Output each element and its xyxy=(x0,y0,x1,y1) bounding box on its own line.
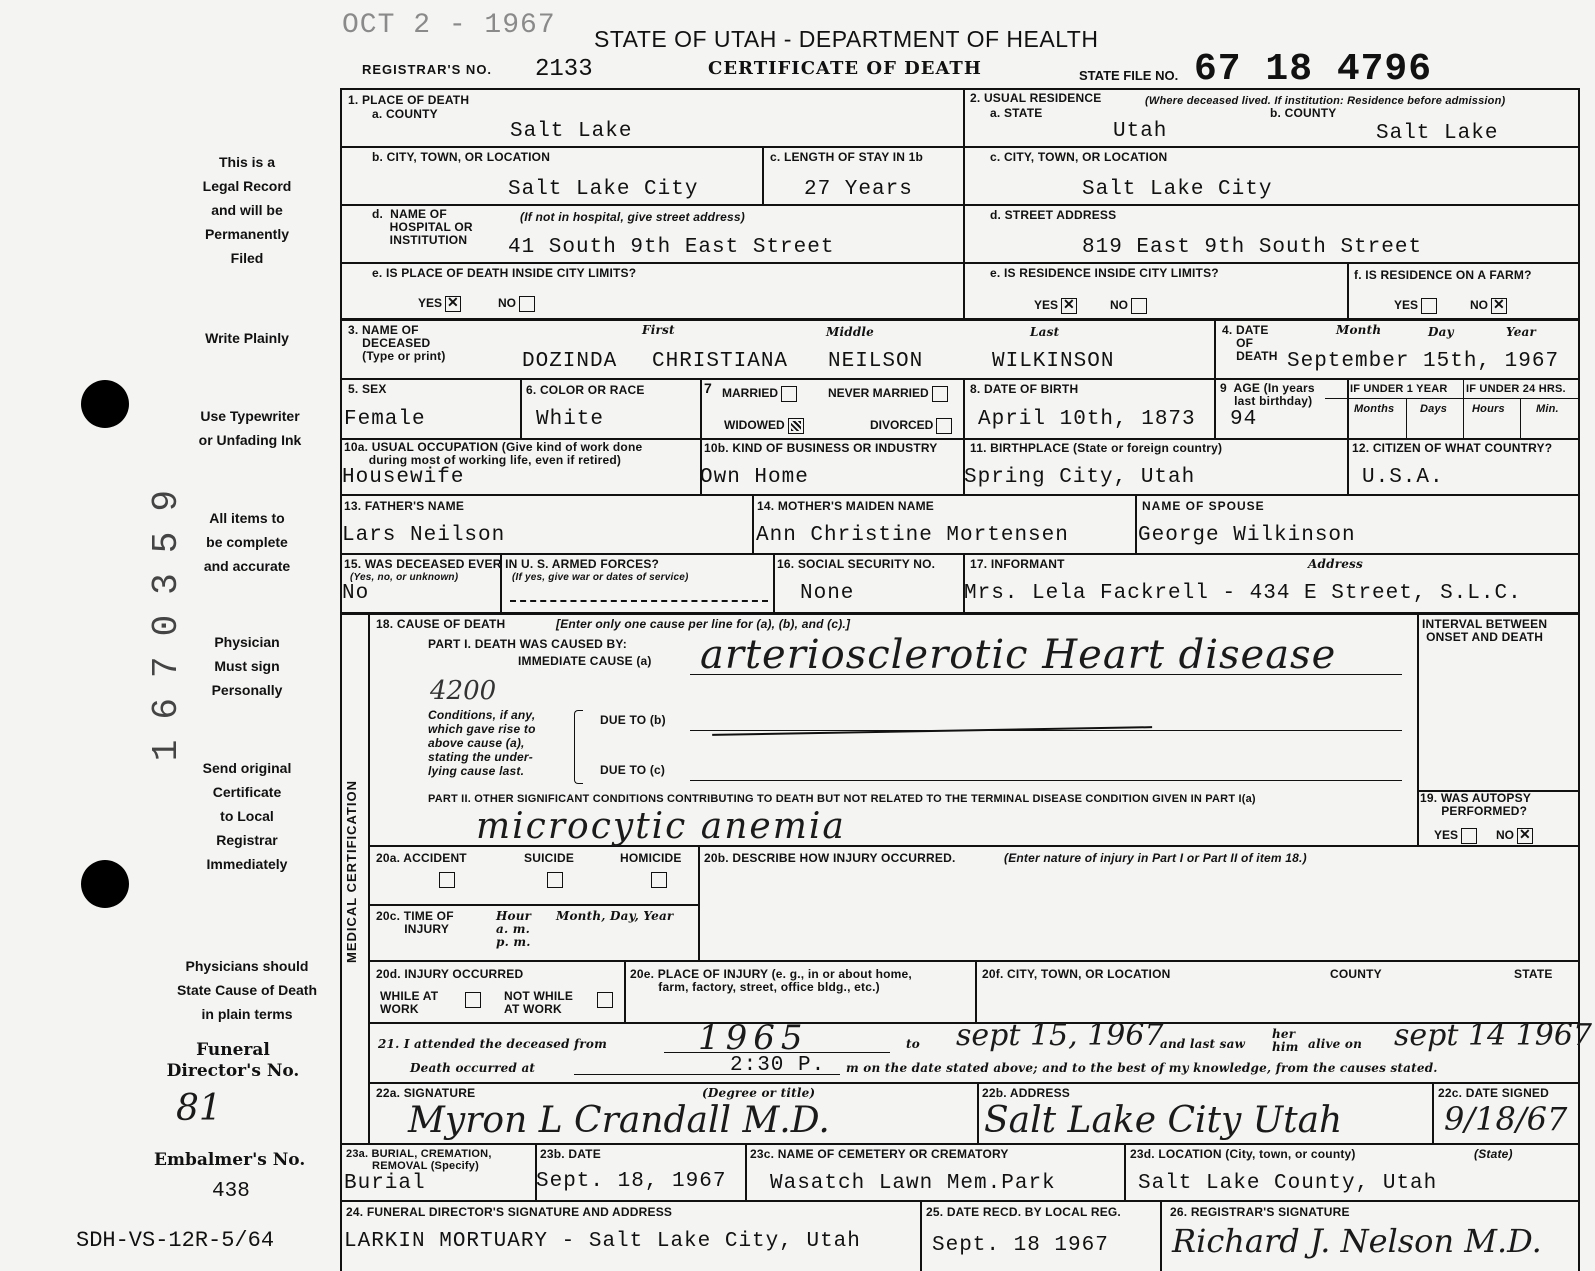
married-option xyxy=(722,386,797,402)
no-label: NO xyxy=(1470,298,1488,313)
sex-label: 5. SEX xyxy=(348,382,387,396)
months-label: Months xyxy=(1354,403,1395,415)
due-to-b-label: DUE TO (b) xyxy=(600,713,666,727)
married-label: MARRIED xyxy=(722,386,778,401)
write-plainly-note: Write Plainly xyxy=(205,330,289,346)
burial-date-label: 23b. DATE xyxy=(540,1147,601,1161)
date-stated-label: m on the date stated above; and to the best of my knowledge, from the causes stated. xyxy=(846,1061,1438,1075)
last-name-value: WILKINSON xyxy=(992,350,1115,373)
cemetery-value: Wasatch Lawn Mem.Park xyxy=(770,1172,1056,1195)
date-recd-value: Sept. 18 1967 xyxy=(932,1234,1109,1257)
checkbox-empty xyxy=(519,296,535,312)
registrar-no: 2133 xyxy=(535,56,593,83)
typewriter-note: Use Typewriter or Unfading Ink xyxy=(198,408,302,448)
binder-hole-top xyxy=(81,380,129,428)
never-married-option xyxy=(828,386,948,402)
business-label: 10b. KIND OF BUSINESS OR INDUSTRY xyxy=(704,441,938,455)
spouse-value: George Wilkinson xyxy=(1138,524,1356,547)
year-label: Year xyxy=(1506,325,1537,339)
informant-address-label: Address xyxy=(1308,557,1363,571)
part1-label: PART I. DEATH WAS CAUSED BY: xyxy=(428,637,627,651)
yes-label: YES xyxy=(1034,298,1059,313)
min-label: Min. xyxy=(1536,403,1559,415)
attended-to-value: sept 15, 1967 xyxy=(956,1018,1164,1053)
name-of-deceased-label: 3. NAME OF DECEASED (Type or print) xyxy=(348,323,446,363)
homicide-label: HOMICIDE xyxy=(620,851,682,865)
hours-label: Hours xyxy=(1472,403,1505,415)
dashed-line xyxy=(510,600,768,602)
days-label: Days xyxy=(1420,403,1448,415)
injury-county-label: COUNTY xyxy=(1330,967,1382,981)
registrar-no-label: REGISTRAR'S NO. xyxy=(362,62,493,77)
location-label: 23d. LOCATION (City, town, or county) xyxy=(1130,1147,1356,1161)
state-file-label: STATE FILE NO. xyxy=(1079,68,1179,83)
farm-no xyxy=(1470,298,1507,314)
no-label: NO xyxy=(1110,298,1128,313)
citizen-value: U.S.A. xyxy=(1362,466,1444,489)
immediate-cause-value: arteriosclerotic Heart disease xyxy=(700,632,1337,678)
middle-name-value-2: NEILSON xyxy=(828,350,924,373)
marital-label: 7 xyxy=(704,380,712,396)
city-label: b. CITY, TOWN, OR LOCATION xyxy=(372,150,551,164)
degree-label: (Degree or title) xyxy=(702,1086,816,1100)
burial-value: Burial xyxy=(344,1172,426,1195)
state-file-no: 67 18 4796 xyxy=(1194,48,1433,91)
birthplace-label: 11. BIRTHPLACE (State or foreign country) xyxy=(970,441,1223,455)
first-label: First xyxy=(642,323,675,337)
business-value: Own Home xyxy=(700,466,809,489)
birthplace-value: Spring City, Utah xyxy=(964,466,1196,489)
armed-forces-note-2: (If yes, give war or dates of service) xyxy=(512,572,689,583)
armed-forces-label: 15. WAS DECEASED EVER IN U. S. ARMED FORCES? xyxy=(344,557,660,571)
hospital-note: (If not in hospital, give street address) xyxy=(520,210,745,224)
funeral-director-label: Funeral Director's No. xyxy=(166,1040,300,1081)
immediate-cause-label: IMMEDIATE CAUSE (a) xyxy=(518,654,652,668)
place-of-death-label: 1. PLACE OF DEATH xyxy=(348,93,470,107)
autopsy-yes xyxy=(1434,828,1477,844)
age-value: 94 xyxy=(1230,408,1258,431)
her-him-label: her him xyxy=(1272,1027,1299,1054)
inside-limits-label: e. IS PLACE OF DEATH INSIDE CITY LIMITS? xyxy=(372,266,637,280)
age-label: 9 AGE (In years last birthday) xyxy=(1220,381,1315,408)
res-county-value: Salt Lake xyxy=(1376,122,1499,145)
yes-label: YES xyxy=(418,296,443,311)
death-time-value: 2:30 P. xyxy=(730,1054,826,1077)
month-day-year-label: Month, Day, Year xyxy=(556,909,674,923)
autopsy-label: 19. WAS AUTOPSY PERFORMED? xyxy=(1420,791,1532,818)
citizen-label: 12. CITIZEN OF WHAT COUNTRY? xyxy=(1352,441,1553,455)
location-state-label: (State) xyxy=(1474,1147,1513,1161)
burial-label: 23a. BURIAL, CREMATION, REMOVAL (Specify) xyxy=(346,1148,492,1172)
location-value: Salt Lake County, Utah xyxy=(1138,1172,1438,1195)
physicians-should-note: Physicians should State Cause of Death in plain terms xyxy=(176,958,318,1022)
describe-injury-label: 20b. DESCRIBE HOW INJURY OCCURRED. xyxy=(704,851,956,865)
suicide-label: SUICIDE xyxy=(524,851,575,865)
street-address-label: d. STREET ADDRESS xyxy=(990,208,1117,222)
res-city-value: Salt Lake City xyxy=(1082,178,1273,201)
widowed-option xyxy=(724,418,804,434)
checkbox-checked xyxy=(1061,298,1077,314)
registrar-sig-label: 26. REGISTRAR'S SIGNATURE xyxy=(1170,1205,1350,1219)
yes-label: YES xyxy=(1394,298,1419,313)
usual-residence-label: 2. USUAL RESIDENCE xyxy=(970,91,1102,105)
under-24-hrs-label: IF UNDER 24 HRS. xyxy=(1466,383,1566,395)
binder-hole-bottom xyxy=(81,860,129,908)
physician-signature: Myron L Crandall M.D. xyxy=(408,1100,830,1141)
part2-value: microcytic anemia xyxy=(476,806,846,847)
to-label: to xyxy=(906,1037,920,1051)
race-value: White xyxy=(536,408,605,431)
embalmer-label: Embalmer's No. xyxy=(154,1150,306,1170)
spouse-label: NAME OF SPOUSE xyxy=(1142,499,1265,513)
checkbox-empty xyxy=(932,386,948,402)
funeral-director-sig-label: 24. FUNERAL DIRECTOR'S SIGNATURE AND ADDRESS xyxy=(346,1205,673,1219)
embalmer-no: 438 xyxy=(212,1180,250,1203)
farm-yes xyxy=(1394,298,1437,314)
attended-from-line xyxy=(664,1052,890,1053)
injury-occurred-label: 20d. INJURY OCCURRED xyxy=(376,967,524,981)
widowed-label: WIDOWED xyxy=(724,418,785,433)
father-value: Lars Neilson xyxy=(342,524,506,547)
middle-label: Middle xyxy=(826,325,875,339)
checkbox-checked xyxy=(788,418,804,434)
sex-value: Female xyxy=(344,408,426,431)
county-label: a. COUNTY xyxy=(372,107,438,121)
describe-injury-note: (Enter nature of injury in Part I or Part II of item 18.) xyxy=(1004,851,1307,865)
signature-label: 22a. SIGNATURE xyxy=(376,1086,476,1100)
cause-code: 4200 xyxy=(430,676,497,706)
form-header-title: STATE OF UTAH - DEPARTMENT OF HEALTH xyxy=(594,26,1099,52)
while-at-work-label: WHILE AT WORK xyxy=(380,989,439,1016)
first-name-value: DOZINDA xyxy=(522,350,618,373)
time-of-injury-label: 20c. TIME OF INJURY xyxy=(376,909,454,936)
accident-checkbox xyxy=(439,872,455,888)
form-number: SDH-VS-12R-5/64 xyxy=(76,1228,275,1253)
while-at-work-checkbox xyxy=(465,992,481,1008)
armed-forces-value: No xyxy=(342,582,370,605)
father-label: 13. FATHER'S NAME xyxy=(344,499,465,513)
divorced-label: DIVORCED xyxy=(870,418,934,433)
no-label: NO xyxy=(498,296,516,311)
registrar-signature: Richard J. Nelson M.D. xyxy=(1172,1222,1542,1260)
certificate-title: CERTIFICATE OF DEATH xyxy=(708,58,982,79)
under-1-year-label: IF UNDER 1 YEAR xyxy=(1350,383,1448,395)
death-city-value: Salt Lake City xyxy=(508,178,699,201)
res-inside-limits-label: e. IS RESIDENCE INSIDE CITY LIMITS? xyxy=(990,266,1219,280)
signer-address-label: 22b. ADDRESS xyxy=(982,1086,1070,1100)
res-street-value: 819 East 9th South Street xyxy=(1082,236,1423,259)
autopsy-no xyxy=(1496,828,1533,844)
date-of-birth-label: 8. DATE OF BIRTH xyxy=(970,382,1079,396)
checkbox-empty xyxy=(1461,828,1477,844)
medical-certification-label: MEDICAL CERTIFICATION xyxy=(344,780,359,964)
date-signed-value: 9/18/67 xyxy=(1444,1100,1568,1138)
death-inside-no xyxy=(498,296,535,312)
hospital-label: d. NAME OF HOSPITAL OR INSTITUTION xyxy=(372,207,473,247)
vertical-serial-number: 1670359 xyxy=(146,470,187,762)
death-inside-yes xyxy=(418,296,461,312)
complete-note: All items to be complete and accurate xyxy=(203,510,291,574)
ssn-label: 16. SOCIAL SECURITY NO. xyxy=(777,557,936,571)
accident-label: 20a. ACCIDENT xyxy=(376,851,467,865)
hospital-value: 41 South 9th East Street xyxy=(508,236,835,259)
res-city-label: c. CITY, TOWN, OR LOCATION xyxy=(990,150,1168,164)
cause-note: [Enter only one cause per line for (a), (b), and (c).] xyxy=(556,617,851,631)
interval-label: INTERVAL BETWEEN ONSET AND DEATH xyxy=(1422,617,1548,644)
legal-record-note: This is a Legal Record and will be Permanently Filed xyxy=(202,154,292,266)
not-while-at-work-label: NOT WHILE AT WORK xyxy=(504,989,574,1016)
armed-forces-note-1: (Yes, no, or unknown) xyxy=(350,572,459,583)
residence-note: (Where deceased lived. If institution: Residence before admission) xyxy=(1145,95,1506,107)
checkbox-empty xyxy=(781,386,797,402)
informant-value: Mrs. Lela Fackrell - 434 E Street, S.L.C. xyxy=(964,582,1522,605)
conditions-bracket xyxy=(574,710,583,784)
part2-label: PART II. OTHER SIGNIFICANT CONDITIONS CONTRIBUTING TO DEATH BUT NOT RELATED TO THE TERMINAL DISEASE CONDITION GIVEN IN PART I(a) xyxy=(428,793,1256,805)
informant-label: 17. INFORMANT xyxy=(970,557,1065,571)
res-state-label: a. STATE xyxy=(990,106,1043,120)
funeral-director-no: 81 xyxy=(176,1088,222,1129)
occupation-value: Housewife xyxy=(342,466,465,489)
burial-date-value: Sept. 18, 1967 xyxy=(536,1170,727,1193)
alive-on-label: alive on xyxy=(1308,1037,1363,1051)
length-of-stay-label: c. LENGTH OF STAY IN 1b xyxy=(770,150,924,164)
due-to-c-label: DUE TO (c) xyxy=(600,763,666,777)
checkbox-empty xyxy=(1131,298,1147,314)
day-label: Day xyxy=(1428,325,1454,339)
attended-from-value: 1965 xyxy=(698,1018,809,1058)
date-of-death-value: September 15th, 1967 xyxy=(1287,350,1560,373)
month-label: Month xyxy=(1336,323,1382,337)
last-saw-value: sept 14 1967 xyxy=(1394,1018,1593,1053)
ssn-value: None xyxy=(800,582,855,605)
never-married-label: NEVER MARRIED xyxy=(828,386,929,401)
checkbox-empty xyxy=(936,418,952,434)
length-of-stay-value: 27 Years xyxy=(804,178,913,201)
struck-out-scribble xyxy=(712,710,1152,736)
place-of-injury-label: 20e. PLACE OF INJURY (e. g., in or about home, farm, factory, street, office bldg., etc.) xyxy=(630,967,912,994)
checkbox-checked xyxy=(1491,298,1507,314)
mother-label: 14. MOTHER'S MAIDEN NAME xyxy=(757,499,935,513)
farm-label: f. IS RESIDENCE ON A FARM? xyxy=(1354,268,1532,282)
yes-label: YES xyxy=(1434,828,1459,843)
res-inside-no xyxy=(1110,298,1147,314)
injury-city-label: 20f. CITY, TOWN, OR LOCATION xyxy=(982,967,1171,981)
divorced-option xyxy=(870,418,952,434)
death-occurred-label: Death occurred at xyxy=(410,1061,536,1075)
signer-address-value: Salt Lake City Utah xyxy=(984,1100,1343,1141)
send-original-note: Send original Certificate to Local Registrar Immediately xyxy=(202,760,292,872)
suicide-checkbox xyxy=(547,872,563,888)
occupation-label: 10a. USUAL OCCUPATION (Give kind of work done during most of working life, even if retired) xyxy=(344,440,643,467)
physician-note: Physician Must sign Personally xyxy=(211,634,283,698)
received-stamp: OCT 2 - 1967 xyxy=(342,10,556,41)
res-state-value: Utah xyxy=(1113,120,1168,143)
homicide-checkbox xyxy=(651,872,667,888)
injury-state-label: STATE xyxy=(1514,967,1553,981)
death-county-value: Salt Lake xyxy=(510,120,633,143)
cemetery-label: 23c. NAME OF CEMETERY OR CREMATORY xyxy=(750,1147,1009,1161)
checkbox-empty xyxy=(1421,298,1437,314)
res-inside-yes xyxy=(1034,298,1077,314)
date-of-death-label: 4. DATE OF DEATH xyxy=(1222,323,1278,363)
conditions-label: Conditions, if any, which gave rise to above cause (a), stating the under- lying cause last. xyxy=(428,708,536,778)
date-of-birth-value: April 10th, 1873 xyxy=(978,408,1196,431)
date-recd-label: 25. DATE RECD. BY LOCAL REG. xyxy=(926,1205,1121,1219)
due-to-c-line xyxy=(690,780,1402,781)
middle-name-value-1: CHRISTIANA xyxy=(652,350,789,373)
last-label: Last xyxy=(1030,325,1060,339)
not-while-at-work-checkbox xyxy=(597,992,613,1008)
checkbox-checked xyxy=(445,296,461,312)
no-label: NO xyxy=(1496,828,1514,843)
date-signed-label: 22c. DATE SIGNED xyxy=(1438,1086,1550,1100)
last-saw-label: and last saw xyxy=(1160,1037,1246,1051)
cause-of-death-label: 18. CAUSE OF DEATH xyxy=(376,617,506,631)
mother-value: Ann Christine Mortensen xyxy=(756,524,1069,547)
res-county-label: b. COUNTY xyxy=(1270,106,1337,120)
immediate-cause-line xyxy=(690,674,1402,675)
attended-label: 21. I attended the deceased from xyxy=(378,1037,608,1051)
hour-label: Hour a. m. p. m. xyxy=(496,909,532,949)
checkbox-checked xyxy=(1517,828,1533,844)
race-label: 6. COLOR OR RACE xyxy=(526,383,645,397)
funeral-director-value: LARKIN MORTUARY - Salt Lake City, Utah xyxy=(344,1230,861,1253)
